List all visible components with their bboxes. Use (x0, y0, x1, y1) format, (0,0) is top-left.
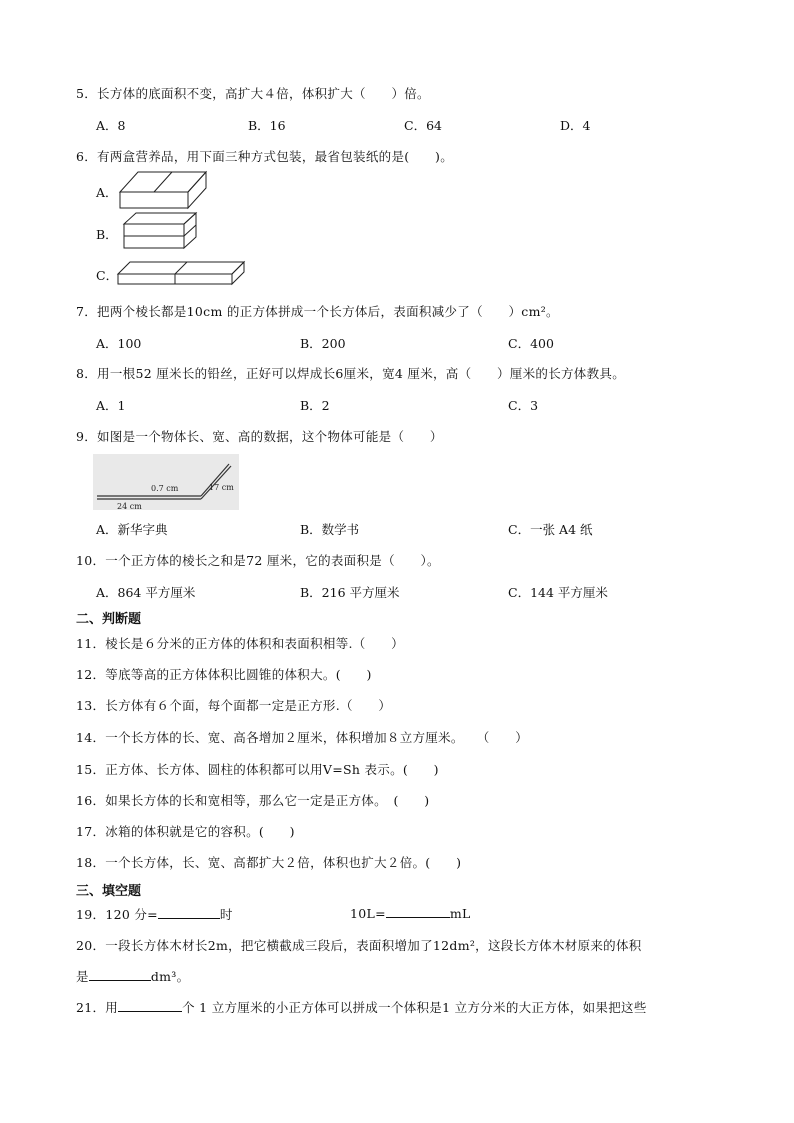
q19-b-prefix: 10L= (350, 906, 386, 921)
question-19-part-a (76, 905, 233, 923)
section-3-title: 三、填空题 (76, 884, 142, 899)
q21-suffix: 个 1 立方厘米的小正方体可以拼成一个体积是1 立方分米的大正方体，如果把这些 (182, 1000, 647, 1015)
q6-figure-b-stacked-boxes (122, 210, 200, 252)
q8-option-c: C．3 (508, 398, 539, 413)
q6-figure-c-end-to-end-boxes (116, 258, 246, 288)
q21-blank[interactable] (118, 999, 182, 1012)
question-6: 6．有两盒营养品，用下面三种方式包装，最省包装纸的是( )。 (76, 149, 454, 164)
q20-blank[interactable] (89, 968, 151, 981)
q6-figure-a-side-by-side-boxes (118, 168, 208, 212)
q6-label-a: A． (96, 185, 118, 200)
question-14: 14．一个长方体的长、宽、高各增加２厘米，体积增加８立方厘米。 （ ） (76, 730, 529, 745)
question-8: 8．用一根52 厘米长的铅丝，正好可以焊成长6厘米，宽4 厘米，高（ ）厘米的长方体教具。 (76, 366, 626, 381)
q10-option-b: B．216 平方厘米 (300, 585, 400, 600)
question-7: 7．把两个棱长都是10cm 的正方体拼成一个长方体后，表面积减少了（ ）cm²。 (76, 304, 559, 319)
q19-a-suffix: 时 (219, 907, 233, 922)
q19-b-suffix: mL (449, 906, 471, 921)
q5-option-a: A．8 (96, 118, 126, 133)
q9-thickness-label: 0.7 cm (151, 484, 179, 493)
q7-option-b: B．200 (300, 336, 346, 351)
q8-option-a: A．1 (96, 398, 126, 413)
q10-option-a: A．864 平方厘米 (96, 585, 196, 600)
q7-option-c: C．400 (508, 336, 554, 351)
q6-label-b: B． (96, 227, 118, 242)
q20-suffix: dm³。 (150, 969, 190, 984)
q21-prefix: 21．用 (76, 1000, 119, 1015)
question-18: 18．一个长方体，长、宽、高都扩大２倍，体积也扩大２倍。( ) (76, 855, 462, 870)
question-9: 9．如图是一个物体长、宽、高的数据，这个物体可能是（ ） (76, 429, 443, 444)
q19-a-blank[interactable] (158, 906, 220, 919)
question-21 (76, 998, 647, 1016)
q5-option-b: B．16 (248, 118, 286, 133)
q5-option-d: D．4 (560, 118, 591, 133)
q10-option-c: C．144 平方厘米 (508, 585, 608, 600)
q9-option-c: C．一张 A4 纸 (508, 522, 593, 537)
question-10: 10．一个正方体的棱长之和是72 厘米，它的表面积是（ ）。 (76, 553, 440, 568)
q9-option-b: B．数学书 (300, 522, 360, 537)
question-20-line-1: 20．一段长方体木材长2m，把它横截成三段后，表面积增加了12dm²，这段长方体木材原来的体积 (76, 938, 642, 953)
q9-width-label: 17 cm (209, 483, 234, 492)
q7-option-a: A．100 (96, 336, 142, 351)
question-12: 12．等底等高的正方体体积比圆锥的体积大。( ) (76, 667, 372, 682)
q19-number: 19． (76, 907, 106, 922)
question-11: 11．棱长是６分米的正方体的体积和表面积相等.（ ） (76, 636, 404, 651)
section-2-title: 二、判断题 (76, 612, 142, 627)
question-20-line-2 (76, 967, 189, 985)
question-13: 13．长方体有６个面，每个面都一定是正方形.（ ） (76, 698, 392, 713)
q9-length-label: 24 cm (117, 502, 142, 510)
q19-b-blank[interactable] (386, 905, 450, 918)
q8-option-b: B．2 (300, 398, 330, 413)
question-15: 15．正方体、长方体、圆柱的体积都可以用V=Sh 表示。( ) (76, 762, 439, 777)
q9-option-a: A．新华字典 (96, 522, 168, 537)
q9-dimension-figure (93, 454, 239, 510)
question-19-part-b (350, 905, 471, 921)
q20-prefix: 是 (76, 969, 89, 984)
q5-option-c: C．64 (404, 118, 442, 133)
q6-label-c: C． (96, 268, 119, 283)
question-17: 17．冰箱的体积就是它的容积。( ) (76, 824, 295, 839)
question-16: 16．如果长方体的长和宽相等，那么它一定是正方体。 ( ) (76, 793, 430, 808)
q19-a-prefix: 120 分= (105, 907, 158, 922)
question-5: 5．长方体的底面积不变，高扩大４倍，体积扩大（ ）倍。 (76, 86, 430, 101)
